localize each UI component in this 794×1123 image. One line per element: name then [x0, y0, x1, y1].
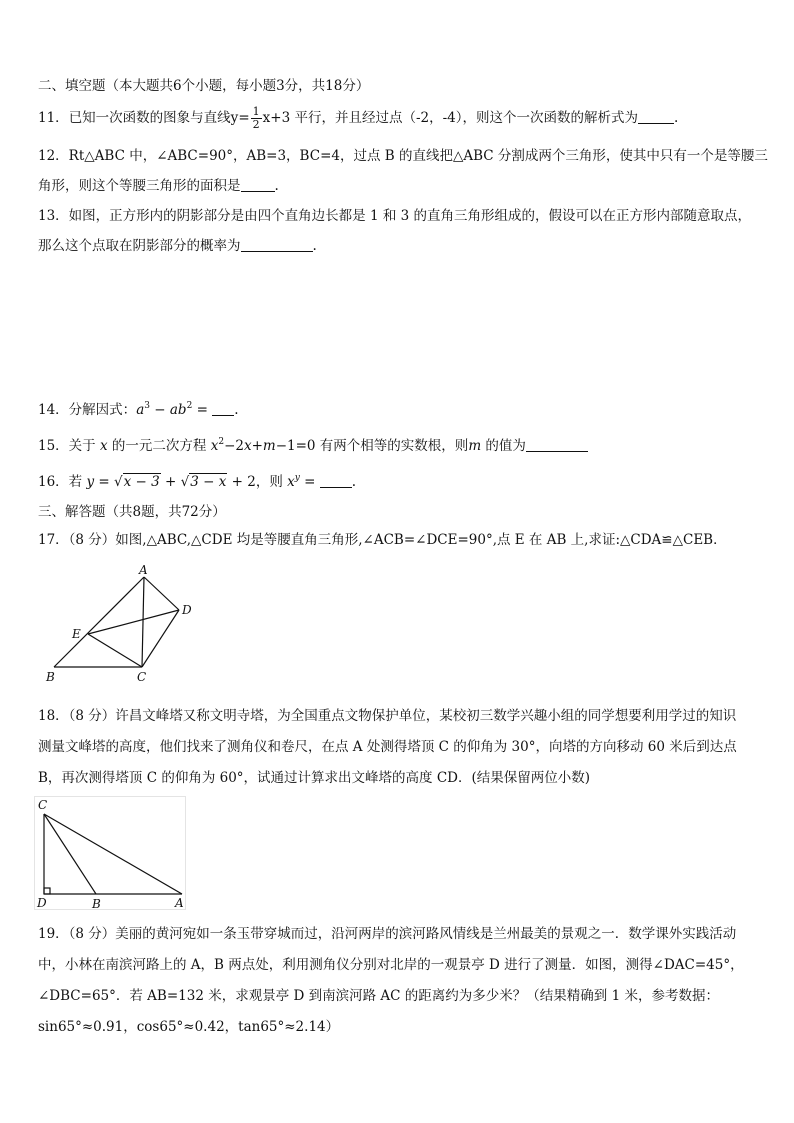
q15-exp: 2	[218, 437, 225, 447]
q11-answer-blank[interactable]	[638, 109, 674, 124]
q16-var-y: y	[86, 474, 95, 490]
figure-18	[34, 796, 190, 912]
q16-sqrt-2-sign: √	[180, 474, 190, 490]
fig18-label-A: A	[175, 896, 184, 910]
q17-text: 17．（8 分）如图,△ABC,△CDE 均是等腰直角三角形,∠ACB=∠DCE=90°,点 E 在 AB 上,求证:△CDA≌△CEB．	[38, 532, 727, 548]
q12-line-1: 12．Rt△ABC 中，∠ABC=90°，AB=3，BC=4，过点 B 的直线把△ABC 分割成两个三角形，使其中只有一个是等腰三	[38, 148, 768, 164]
q16-plus-2: + 2，则	[227, 474, 288, 490]
fig18-segment-CA	[44, 814, 182, 894]
fig17-label-A: A	[139, 563, 148, 577]
q11-frac-num: 1	[252, 105, 260, 118]
q14-exp-1: 3	[144, 401, 150, 411]
fig18-label-B: B	[92, 897, 101, 911]
q15-post: 的值为	[481, 438, 526, 454]
question-11	[38, 106, 758, 131]
fig17-segment-AB	[54, 577, 144, 667]
q15-x2: x	[210, 438, 219, 454]
q11-fraction	[251, 106, 262, 131]
q16-base-x: x	[287, 474, 295, 490]
q14-mid: − ab	[149, 402, 187, 418]
q14-end: .	[234, 402, 239, 418]
q11-number: 11．	[38, 110, 69, 126]
q15-answer-blank[interactable]	[526, 437, 588, 452]
question-12-line-2	[38, 176, 758, 196]
q13-answer-blank[interactable]	[241, 237, 313, 252]
q16-sqrt-2: 3 − x	[190, 474, 227, 490]
fig17-segment-EC	[88, 634, 142, 667]
q16-eq: =	[94, 474, 115, 490]
q19-line-2: 中，小林在南滨河路上的 A，B 两点处，利用测角仪分别对北岸的一观景亭 D 进行了测量．如图，测得∠DAC=45°，	[38, 957, 744, 973]
fig18-frame	[35, 797, 186, 910]
question-16	[38, 472, 758, 492]
section-solve-title: 三、解答题（共8题，共72分）	[38, 504, 226, 520]
q11-frac-den: 2	[252, 118, 260, 131]
fig18-label-D: D	[37, 896, 47, 910]
q13-end: .	[312, 238, 317, 254]
q16-plus-1: +	[160, 474, 181, 490]
q19-line-3: ∠DBC=65°．若 AB=132 米，求观景亭 D 到南滨河路 AC 的距离约为多少米？（结果精确到 1 米，参考数据：	[38, 988, 719, 1004]
fig17-label-D: D	[182, 603, 192, 617]
q16-prefix: 16．若	[38, 474, 87, 490]
q13-line-1: 13．如图，正方形内的阴影部分是由四个直角边长都是 1 和 3 的直角三角形组成的，假设可以在正方形内部随意取点，	[38, 208, 752, 224]
q14-answer-blank[interactable]	[212, 401, 234, 416]
q15-var-x: x	[99, 438, 108, 454]
q15-m2: m	[468, 438, 482, 454]
q16-exp-y: y	[294, 473, 300, 483]
q18-line-2: 测量文峰塔的高度，他们找来了测角仪和卷尺，在点 A 处测得塔顶 C 的仰角为 30°，向塔的方向移动 60 米后到达点	[38, 739, 737, 755]
q16-sqrt-1: x − 3	[123, 474, 160, 490]
q12-end: .	[274, 178, 279, 194]
question-13-line-2	[38, 236, 758, 256]
q12-answer-blank[interactable]	[241, 177, 275, 192]
fig17-segment-CA	[142, 577, 144, 667]
q16-answer-blank[interactable]	[320, 473, 352, 488]
q14-eq: =	[192, 402, 213, 418]
q15-prefix: 15．关于	[38, 438, 100, 454]
section-fill-title: 二、填空题（本大题共6个小题，每小题3分，共18分）	[38, 78, 370, 94]
q15-mid-4: −1=0 有两个相等的实数根，则	[275, 438, 469, 454]
question-15	[38, 436, 758, 456]
question-14	[38, 400, 758, 420]
q14-var-a: a	[136, 402, 145, 418]
fig17-label-B: B	[46, 670, 55, 684]
fig18-right-angle-mark	[44, 888, 50, 894]
q11-end: .	[674, 110, 679, 126]
q11-text-post: x+3 平行，并且经过点（-2，-4），则这个一次函数的解析式为	[262, 110, 638, 126]
fig17-segment-AD	[144, 577, 179, 610]
q19-line-4: sin65°≈0.91，cos65°≈0.42，tan65°≈2.14）	[38, 1019, 340, 1035]
q14-exp-2: 2	[186, 401, 193, 411]
figure-17	[44, 562, 204, 688]
fig18-label-C: C	[38, 798, 48, 812]
q16-eq-2: =	[299, 474, 320, 490]
fig17-label-C: C	[137, 670, 147, 684]
q18-line-3: B，再次测得塔顶 C 的仰角为 60°，试通过计算求出文峰塔的高度 CD．(结果保留两位小数)	[38, 770, 591, 786]
q18-line-1: 18．（8 分）许昌文峰塔又称文明寺塔，为全国重点文物保护单位，某校初三数学兴趣小组的同学想要利用学过的知识	[38, 708, 737, 724]
q11-text-pre: 已知一次函数的图象与直线y=	[68, 110, 250, 126]
q16-end: .	[351, 474, 357, 490]
q12-line-2-text: 角形，则这个等腰三角形的面积是	[38, 178, 241, 194]
fig17-label-E: E	[72, 627, 81, 641]
q16-sqrt-1-sign: √	[114, 474, 123, 490]
q15-x3: x	[243, 438, 252, 454]
q15-mid-1: 的一元二次方程	[107, 438, 211, 454]
q19-line-1: 19．（8 分）美丽的黄河宛如一条玉带穿城而过，沿河两岸的滨河路风情线是兰州最美的景观之一．数学课外实践活动	[38, 926, 737, 942]
q15-mid-3: +	[251, 438, 263, 454]
q15-mid-2: −2	[224, 438, 244, 454]
q13-line-2-text: 那么这个点取在阴影部分的概率为	[38, 238, 241, 254]
fig18-segment-CB	[44, 814, 96, 894]
q14-prefix: 14．分解因式：	[38, 402, 137, 418]
q15-m1: m	[262, 438, 276, 454]
